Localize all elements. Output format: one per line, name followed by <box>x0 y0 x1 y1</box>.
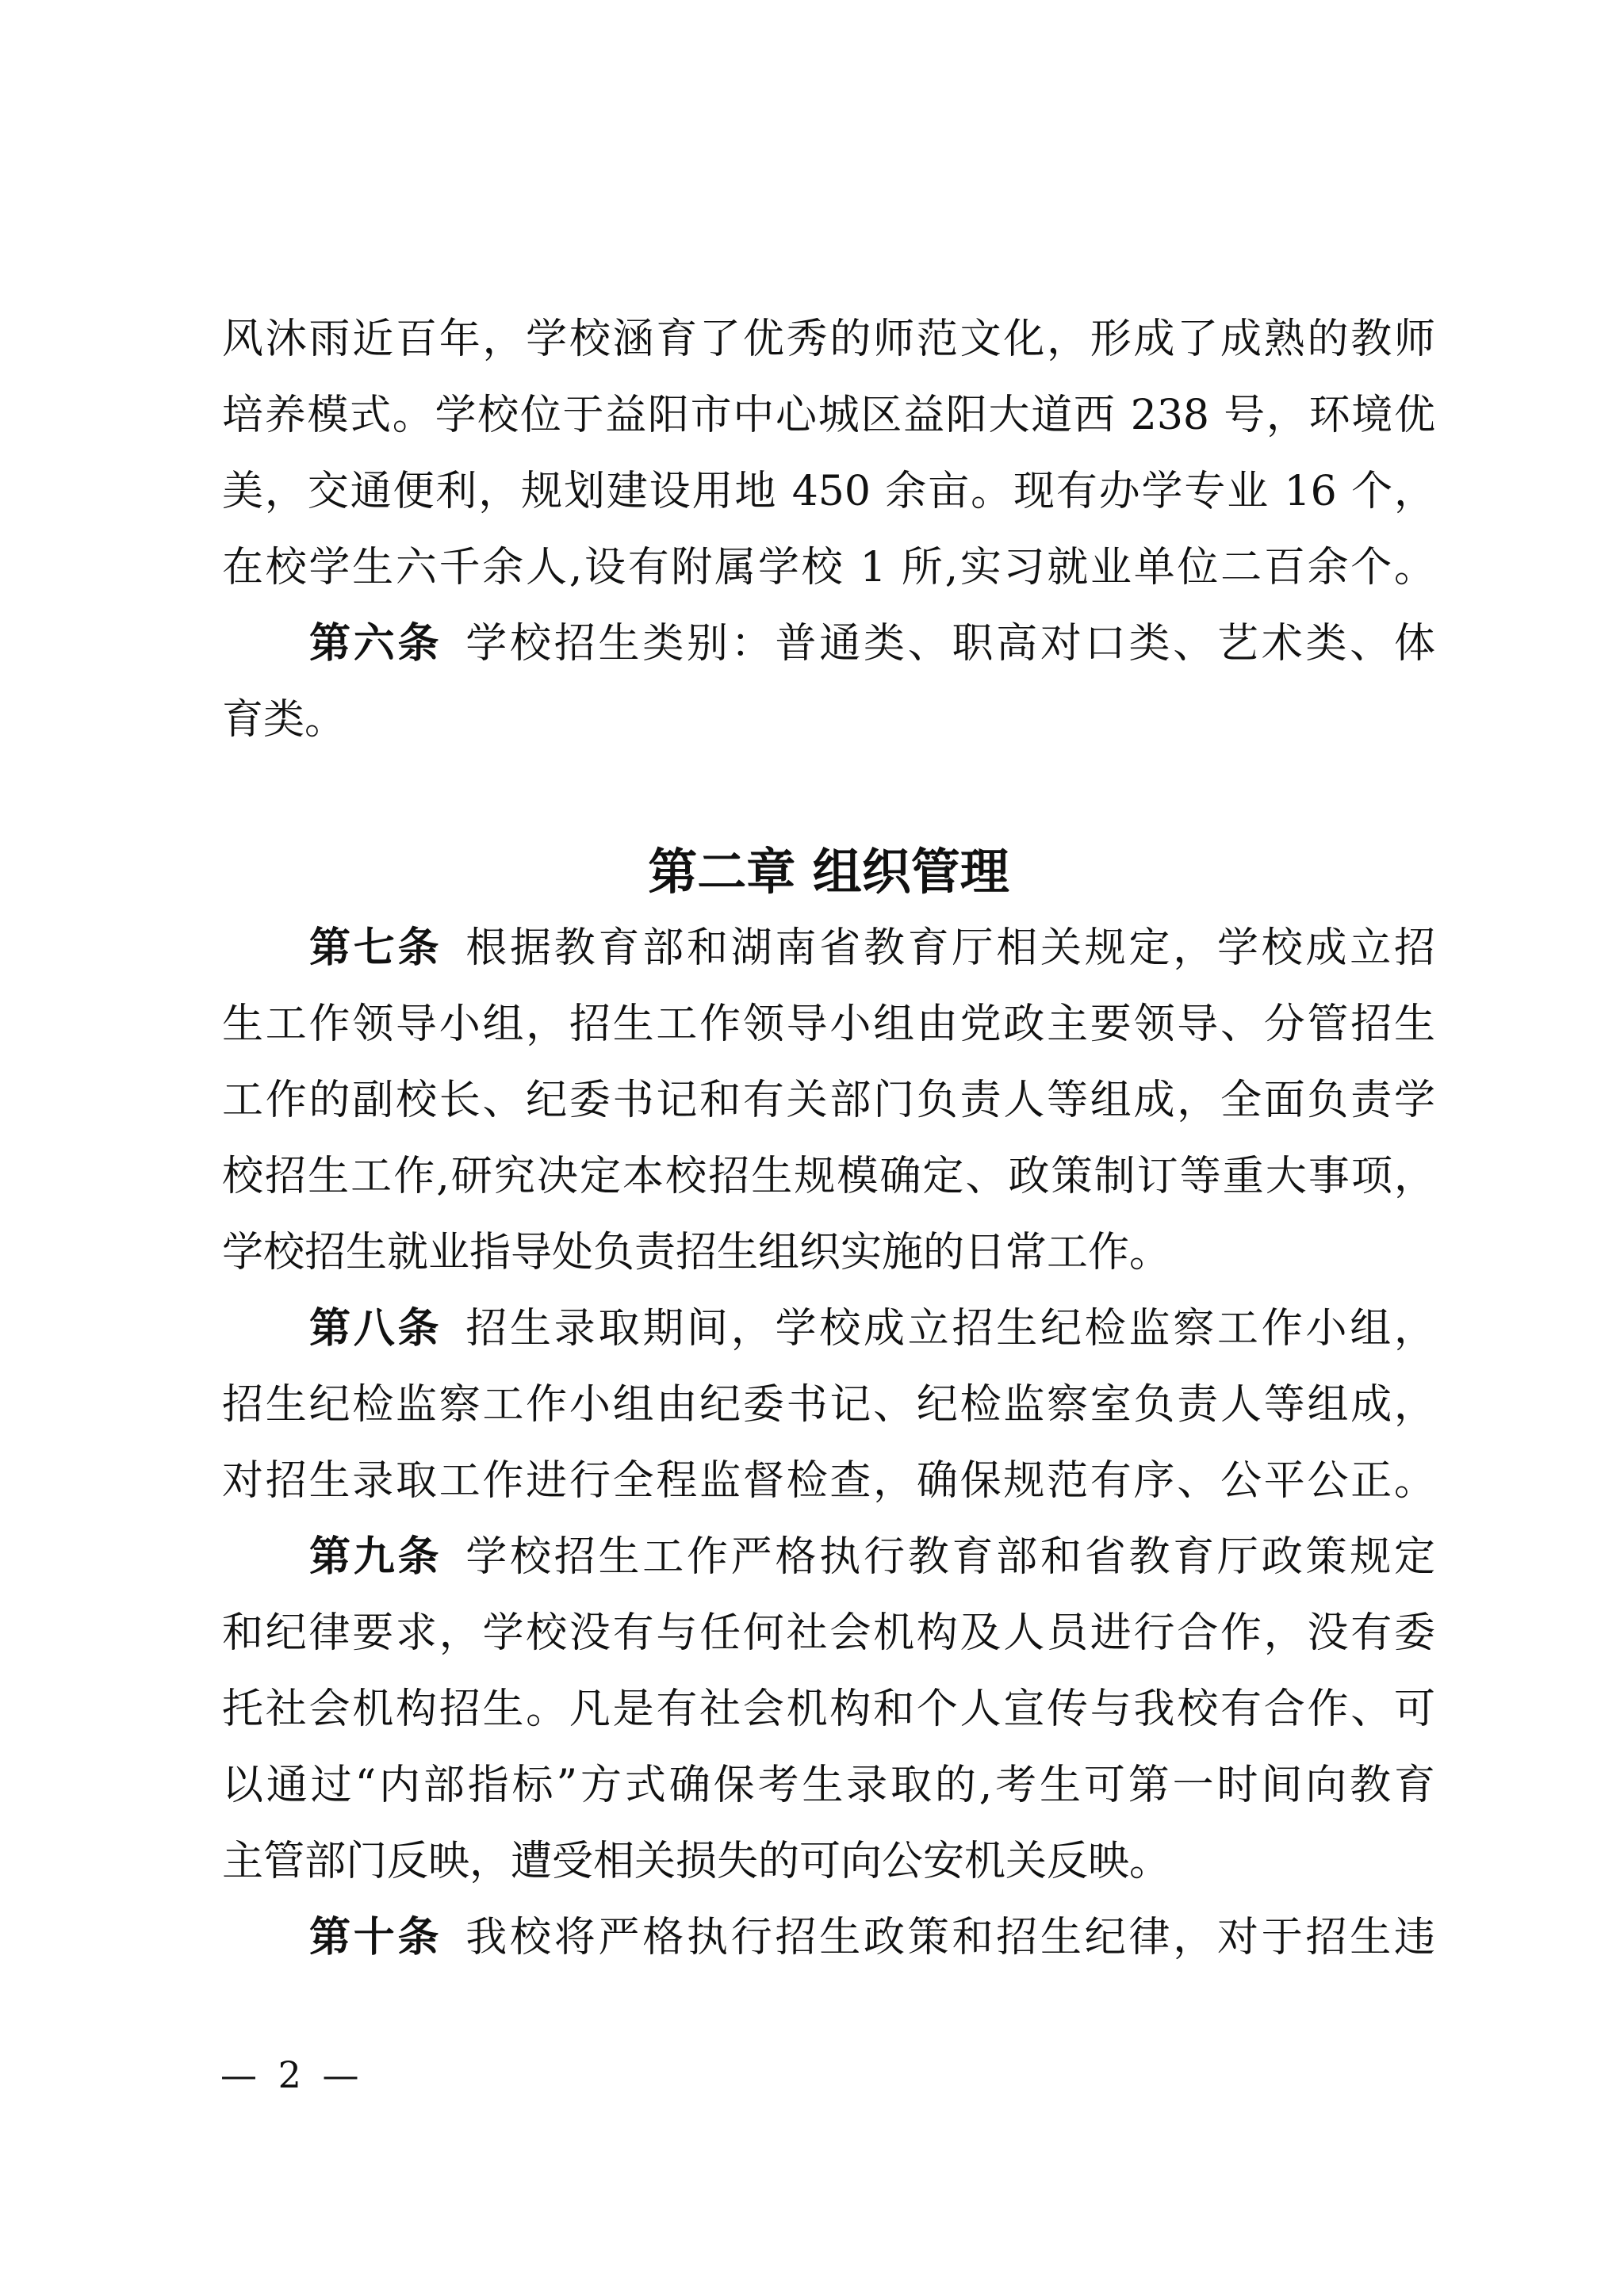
article-number-label: 第七条 <box>309 924 442 972</box>
article-7-line <box>222 910 1435 986</box>
text-line: 工作的副校长、纪委书记和有关部门负责人等组成，全面负责学 <box>222 1077 1435 1124</box>
article-text: 我校将严格执行招生政策和招生纪律，对于招生违 <box>465 1914 1435 1961</box>
chapter-heading: 第二章 组织管理 <box>648 843 1009 901</box>
text-line: 风沐雨近百年，学校涵育了优秀的师范文化，形成了成熟的教师 <box>222 316 1435 363</box>
article-10-line <box>222 1900 1435 1976</box>
article-6-line <box>222 606 1435 682</box>
article-9-line <box>222 1519 1435 1595</box>
text-line: 育类。 <box>222 696 347 744</box>
page-number: — 2 — <box>220 2053 364 2096</box>
article-8-line <box>222 1291 1435 1367</box>
article-number-label: 第八条 <box>309 1304 442 1353</box>
text-line: 学校招生就业指导处负责招生组织实施的日常工作。 <box>222 1229 1171 1276</box>
text-line: 美，交通便利，规划建设用地 450 余亩。现有办学专业 16 个， <box>222 468 1435 515</box>
article-text: 学校招生类别：普通类、职高对口类、艺术类、体 <box>465 620 1435 668</box>
text-line: 招生纪检监察工作小组由纪委书记、纪检监察室负责人等组成， <box>222 1381 1435 1429</box>
article-number-label: 第六条 <box>309 619 442 668</box>
article-number-label: 第十条 <box>309 1913 442 1961</box>
text-line: 对招生录取工作进行全程监督检查，确保规范有序、公平公正。 <box>222 1457 1435 1505</box>
text-line: 生工作领导小组，招生工作领导小组由党政主要领导、分管招生 <box>222 1001 1435 1048</box>
text-line: 在校学生六千余人,设有附属学校 1 所,实习就业单位二百余个。 <box>222 544 1435 591</box>
article-text: 根据教育部和湖南省教育厅相关规定，学校成立招 <box>465 924 1435 972</box>
text-line: 主管部门反映，遭受相关损失的可向公安机关反映。 <box>222 1838 1171 1885</box>
article-number-label: 第九条 <box>309 1533 442 1581</box>
text-line: 托社会机构招生。凡是有社会机构和个人宣传与我校有合作、可 <box>222 1686 1435 1733</box>
text-line: 以通过“内部指标”方式确保考生录取的,考生可第一时间向教育 <box>222 1762 1435 1809</box>
text-line: 校招生工作,研究决定本校招生规模确定、政策制订等重大事项， <box>222 1153 1435 1200</box>
text-line: 和纪律要求，学校没有与任何社会机构及人员进行合作，没有委 <box>222 1609 1435 1657</box>
article-text: 招生录取期间，学校成立招生纪检监察工作小组， <box>465 1305 1435 1353</box>
document-text-block <box>222 301 1435 1976</box>
text-line: 培养模式。学校位于益阳市中心城区益阳大道西 238 号，环境优 <box>222 392 1435 439</box>
article-text: 学校招生工作严格执行教育部和省教育厅政策规定 <box>465 1533 1435 1581</box>
blank-line <box>222 758 1435 834</box>
